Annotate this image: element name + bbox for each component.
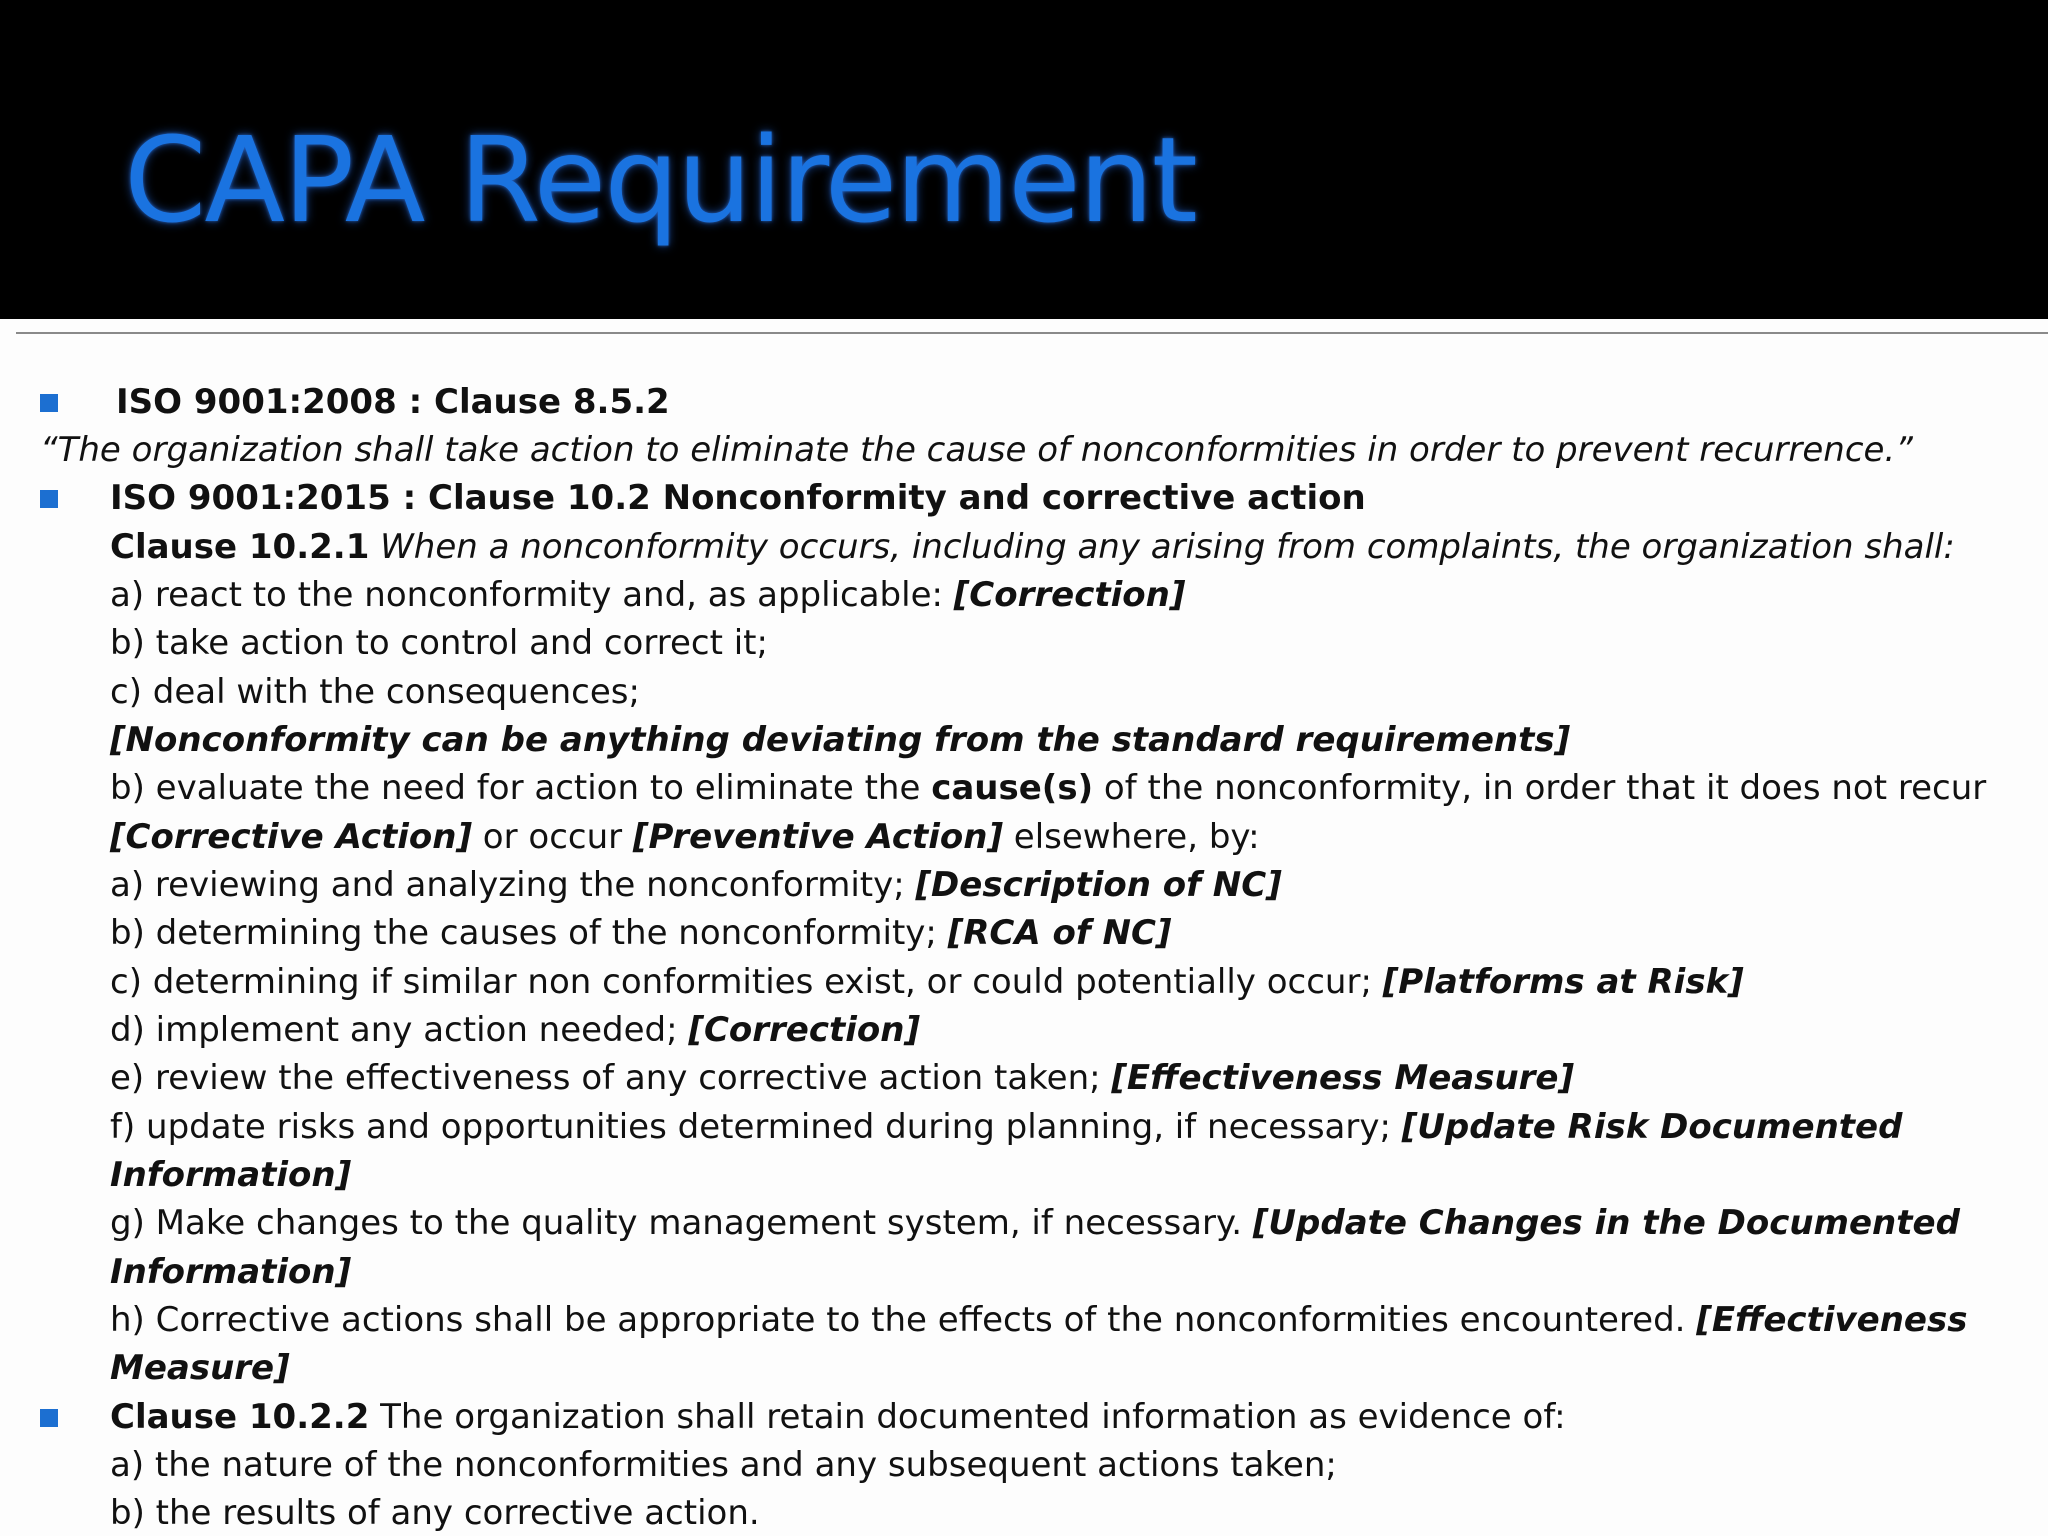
- bullet-square-icon: [40, 394, 58, 412]
- iso2008-quote: “The organization shall take action to eliminate the cause of nonconformities in order to prevent recurrence.”: [40, 430, 1913, 470]
- sub-item-f-cont: Information]: [110, 1155, 352, 1195]
- corrective-preventive-line: [Corrective Action] or occur [Preventive Action] elsewhere, by:: [110, 817, 1260, 857]
- sub-item-g: g) Make changes to the quality management system, if necessary. [Update Changes in the Documented: [110, 1203, 1960, 1243]
- sub-item-b: b) determining the causes of the nonconformity; [RCA of NC]: [110, 913, 1172, 953]
- item-b-control: b) take action to control and correct it;: [110, 623, 768, 663]
- iso2008-heading: ISO 9001:2008 : Clause 8.5.2: [116, 382, 670, 422]
- sub-item-g-cont: Information]: [110, 1252, 352, 1292]
- sub-item-e: e) review the effectiveness of any corrective action taken; [Effectiveness Measure]: [110, 1058, 1575, 1098]
- clause-1022-line: Clause 10.2.2 The organization shall retain documented information as evidence of:: [110, 1397, 1566, 1437]
- item-a-react: a) react to the nonconformity and, as applicable: [Correction]: [110, 575, 1186, 615]
- clause-1021-line: Clause 10.2.1 When a nonconformity occurs, including any arising from complaints, the organization shall:: [110, 527, 1955, 567]
- clause-1022-item-a: a) the nature of the nonconformities and any subsequent actions taken;: [110, 1445, 1337, 1485]
- iso2015-heading: ISO 9001:2015 : Clause 10.2 Nonconformity and corrective action: [110, 478, 1366, 518]
- sub-item-a: a) reviewing and analyzing the nonconformity; [Description of NC]: [110, 865, 1282, 905]
- title-band: [0, 0, 2048, 319]
- item-b-evaluate: b) evaluate the need for action to eliminate the cause(s) of the nonconformity, in order that it does not recur: [110, 768, 1987, 808]
- nonconformity-note: [Nonconformity can be anything deviating from the standard requirements]: [110, 720, 1571, 760]
- slide-title: CAPA Requirement: [124, 111, 1196, 249]
- bullet-square-icon: [40, 1409, 58, 1427]
- sub-item-f: f) update risks and opportunities determined during planning, if necessary; [Update Risk Documented: [110, 1107, 1903, 1147]
- sub-item-h: h) Corrective actions shall be appropriate to the effects of the nonconformities encountered. [Effectiveness: [110, 1300, 1968, 1340]
- title-divider: [16, 332, 2048, 334]
- sub-item-h-cont: Measure]: [110, 1348, 290, 1388]
- clause-1022-item-b: b) the results of any corrective action.: [110, 1493, 760, 1533]
- sub-item-d: d) implement any action needed; [Correction]: [110, 1010, 921, 1050]
- bullet-square-icon: [40, 490, 58, 508]
- item-c-consequences: c) deal with the consequences;: [110, 672, 640, 712]
- sub-item-c: c) determining if similar non conformities exist, or could potentially occur; [Platforms at Risk]: [110, 962, 1744, 1002]
